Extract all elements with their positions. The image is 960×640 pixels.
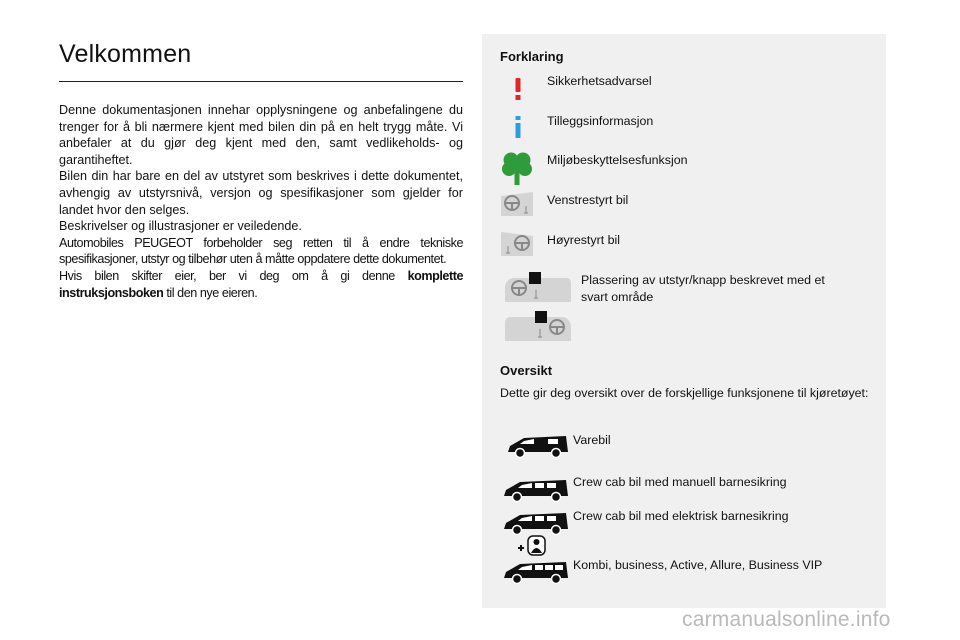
steering-wheel-left-icon bbox=[499, 190, 535, 218]
legend-label-location-1: Plassering av utstyr/knapp beskrevet med et bbox=[581, 273, 825, 287]
overview-heading: Oversikt bbox=[500, 363, 553, 378]
page-title: Velkommen bbox=[59, 40, 192, 68]
paragraph-3: Beskrivelser og illustrasjoner er veiledende. bbox=[59, 219, 302, 234]
legend-label-lhd: Venstrestyrt bil bbox=[547, 193, 629, 207]
overview-intro: Dette gir deg oversikt over de forskjellige funksjonene til kjøretøyet: bbox=[500, 386, 869, 400]
tree-icon bbox=[502, 151, 532, 185]
title-divider bbox=[59, 81, 463, 82]
paragraph-5-prefix: Hvis bilen skifter eier, ber vi deg om å gi denne bbox=[59, 268, 408, 283]
legend-heading: Forklaring bbox=[500, 49, 564, 64]
crew-cab-van-child-lock-icon bbox=[502, 509, 570, 537]
paragraph-5-bold: komplette instruksjonsboken bbox=[59, 268, 463, 300]
legend-label-rhd: Høyrestyrt bil bbox=[547, 233, 620, 247]
legend-label-location-2: svart område bbox=[581, 290, 654, 304]
steering-wheel-right-icon bbox=[499, 230, 535, 258]
paragraph-4: Automobiles PEUGEOT forbeholder seg retten til å endre tekniske spesifikasjoner, utstyr og tilbehør uten å måtte oppdatere dette dokumentet. bbox=[59, 235, 463, 267]
legend-label-warning: Sikkerhetsadvarsel bbox=[547, 74, 652, 88]
legend-label-eco: Miljøbeskyttelsesfunksjon bbox=[547, 153, 688, 167]
passenger-van-icon bbox=[502, 558, 570, 586]
paragraph-2: Bilen din har bare en del av utstyret som beskrives i dette dokumentet, avhengig av utstyrsnivå, versjon og spesifikasjoner som gjelder for landet hvor den selges. bbox=[59, 169, 463, 217]
info-icon bbox=[513, 116, 523, 138]
legend-label-info: Tilleggsinformasjon bbox=[547, 114, 654, 128]
van-icon bbox=[506, 432, 570, 460]
legend-panel bbox=[482, 34, 886, 608]
overview-label-crew-electric: Crew cab bil med elektrisk barnesikring bbox=[573, 509, 789, 523]
overview-label-van: Varebil bbox=[573, 433, 611, 447]
paragraph-5 bbox=[59, 268, 463, 301]
crew-cab-van-icon bbox=[502, 476, 570, 504]
warning-icon bbox=[513, 78, 523, 100]
paragraph-5-suffix: til den nye eieren. bbox=[163, 285, 258, 300]
child-lock-icon bbox=[517, 534, 547, 556]
intro-column bbox=[59, 40, 463, 301]
overview-label-passenger: Kombi, business, Active, Allure, Business VIP bbox=[573, 558, 823, 572]
paragraph-1: Denne dokumentasjonen innehar opplysningene og anbefalingene du trenger for å bli nærmere kjent med bilen din på en helt trygg måte. Vi anbefaler at du gjør deg kjent med den, samt vedlikeholds- og garantiheftet. bbox=[59, 103, 463, 167]
overview-label-crew-manual: Crew cab bil med manuell barnesikring bbox=[573, 475, 787, 489]
dashboard-location-rhd-icon bbox=[503, 309, 573, 345]
dashboard-location-icon bbox=[503, 270, 573, 306]
intro-text bbox=[59, 102, 463, 301]
watermark: carmanualsonline.info bbox=[682, 608, 891, 631]
